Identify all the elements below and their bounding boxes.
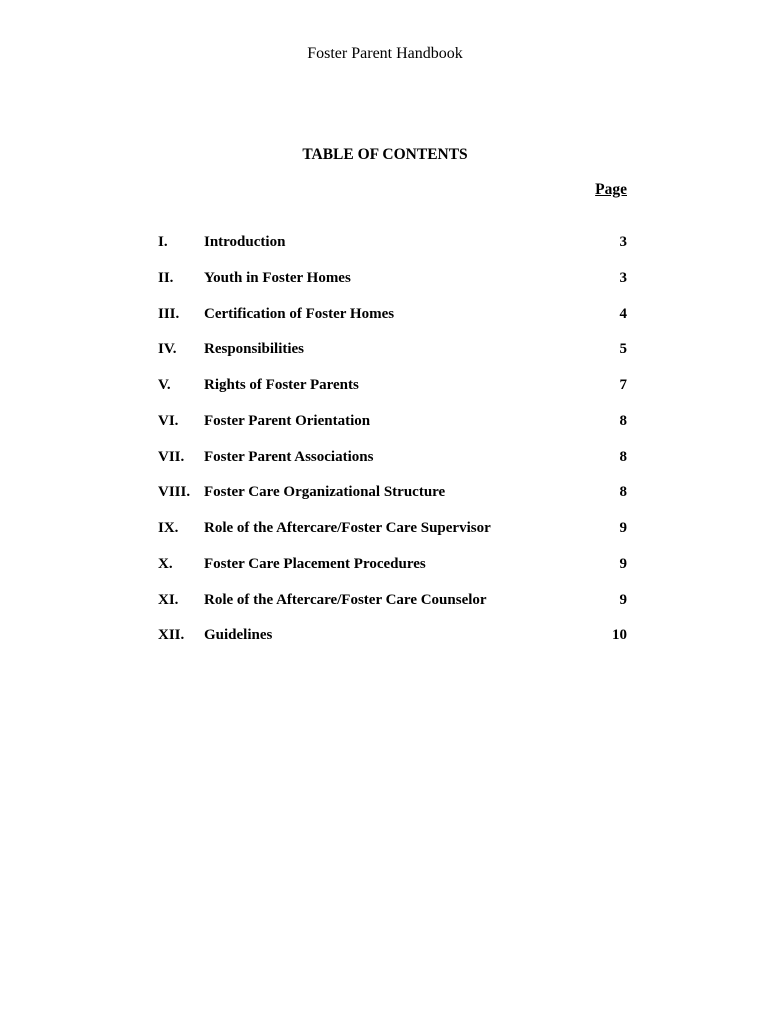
toc-entry-number: X. [158, 555, 173, 572]
toc-entry-number: IX. [158, 520, 179, 536]
toc-entry-number: V. [158, 377, 171, 393]
toc-entry-title: Certification of Foster Homes [204, 305, 395, 322]
toc-entry-page: 8 [619, 484, 627, 501]
toc-entry-number: I. [158, 234, 168, 250]
toc-entry-title: Foster Parent Orientation [204, 412, 371, 429]
table-of-contents [158, 234, 628, 663]
toc-entry-page: 10 [612, 627, 627, 644]
toc-entry [158, 520, 628, 556]
toc-entry-title: Guidelines [204, 627, 273, 644]
toc-entry-page: 4 [619, 305, 627, 322]
toc-entry [158, 234, 628, 270]
toc-entry-page: 9 [619, 520, 627, 536]
toc-entry-page: 8 [619, 448, 627, 465]
toc-entry-page: 3 [619, 234, 627, 250]
toc-entry-title: Rights of Foster Parents [204, 377, 359, 393]
toc-entry-page: 9 [619, 555, 627, 572]
toc-entry-title: Introduction [204, 234, 286, 250]
document-header: Foster Parent Handbook [307, 45, 463, 62]
toc-entry-number: IV. [158, 341, 177, 358]
toc-entry [158, 556, 628, 592]
toc-entry [158, 449, 628, 485]
toc-entry-number: II. [158, 269, 174, 286]
toc-entry-number: VIII. [158, 484, 191, 501]
toc-entry-title: Youth in Foster Homes [204, 269, 351, 286]
toc-entry-number: III. [158, 305, 180, 322]
page-title: TABLE OF CONTENTS [302, 146, 468, 163]
toc-entry [158, 484, 628, 520]
toc-entry-title: Role of the Aftercare/Foster Care Counselor [204, 591, 487, 608]
toc-entry-title: Foster Care Organizational Structure [204, 484, 446, 501]
toc-entry-title: Foster Parent Associations [204, 448, 374, 465]
toc-entry [158, 306, 628, 342]
toc-entry-page: 5 [619, 341, 627, 358]
toc-entry-number: XI. [158, 591, 179, 608]
toc-entry-page: 9 [619, 591, 627, 608]
toc-entry-number: XII. [158, 627, 185, 644]
toc-entry-number: VI. [158, 412, 179, 429]
toc-entry [158, 592, 628, 628]
toc-entry [158, 341, 628, 377]
toc-entry-title: Role of the Aftercare/Foster Care Supervisor [204, 520, 491, 536]
toc-entry-title: Responsibilities [204, 341, 305, 358]
toc-entry [158, 413, 628, 449]
toc-entry-title: Foster Care Placement Procedures [204, 555, 426, 572]
toc-entry-page: 7 [619, 377, 627, 393]
toc-entry-page: 8 [619, 412, 627, 429]
toc-entry [158, 270, 628, 306]
toc-entry-page: 3 [619, 269, 627, 286]
page-column-heading: Page [595, 181, 627, 198]
toc-entry [158, 627, 628, 663]
toc-entry-number: VII. [158, 448, 185, 465]
toc-entry [158, 377, 628, 413]
